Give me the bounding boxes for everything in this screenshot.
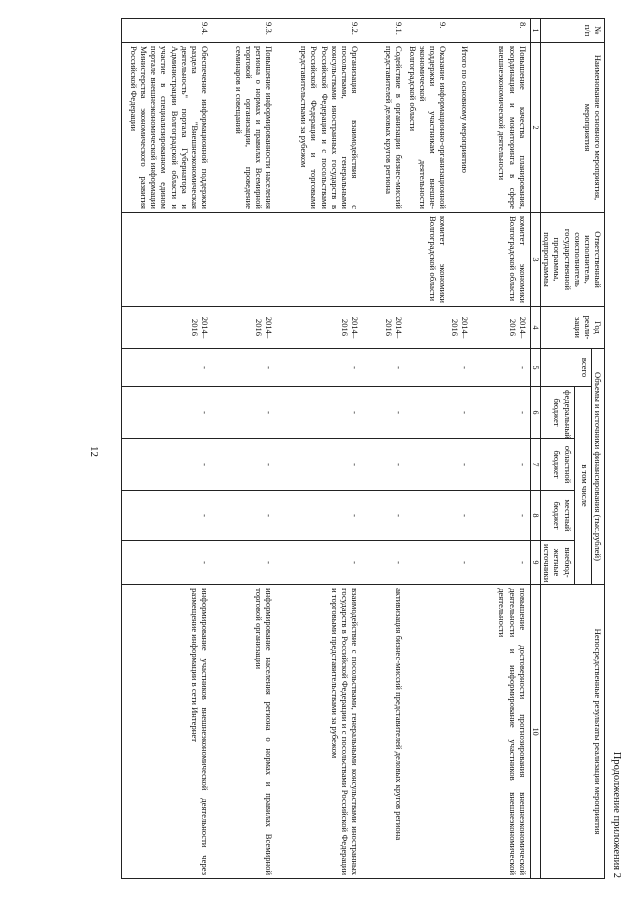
row-num [450,19,472,43]
row-num: 9. [406,19,450,43]
row-num: 9.3. [212,19,276,43]
column-number: 7 [530,439,540,491]
local: - [472,491,530,541]
activity-name: Обеспечение информационной поддержки раздела "Внешнеэкономическая деятельность" портала Губернатора и Администрации Волгоградской области и участие в специализированном едином портале внешнеэкономической информации Министерства экономического развития Российской Федерации [122,43,212,213]
header-extra: внебюд-жетные источники [541,541,574,585]
result: взаимодействие с посольствами, генеральными консульствами иностранных государств в Российской Федерации и с посольствами Российской Федерации и торговыми представительствами за рубежом [276,585,362,879]
total: - [450,349,472,387]
total [406,349,450,387]
page-number: 12 [88,446,100,457]
local: - [212,491,276,541]
column-number: 2 [530,43,540,213]
federal: - [472,387,530,439]
extra [406,541,450,585]
header-num: № п/п [541,19,605,43]
column-number: 9 [530,541,540,585]
row-num: 8. [472,19,530,43]
regional: - [276,439,362,491]
extra: - [362,541,406,585]
total: - [472,349,530,387]
total: - [276,349,362,387]
column-number-row [530,19,540,879]
activity-name: Повышение информированности населения региона о нормах и правилах Всемирной торговой организации, проведение семинаров и совещаний [212,43,276,213]
federal: - [450,387,472,439]
regional: - [212,439,276,491]
header-executor: Ответственный исполнитель, соисполнитель государственной программы, подпрограммы [541,213,605,307]
local: - [362,491,406,541]
row-num: 9.4. [122,19,212,43]
header-federal: федеральный бюджет [541,387,574,439]
total: - [122,349,212,387]
executor [122,213,212,307]
local: - [450,491,472,541]
executor: комитет экономики Волгоградской области [406,213,450,307]
years: 2014–2016 [122,307,212,349]
extra: - [472,541,530,585]
local: - [276,491,362,541]
column-number: 6 [530,387,540,439]
activity-name: Организация взаимодействия с посольствами, генеральными консульствами иностранных государств в Российской Федерации и с посольствами Российской Федерации и торговыми представительствами за рубежом [276,43,362,213]
federal: - [362,387,406,439]
column-number: 4 [530,307,540,349]
header-incl: в том числе [574,387,591,585]
executor: комитет экономики Волгоградской области [472,213,530,307]
table-row [472,19,530,879]
total: - [362,349,406,387]
executor [362,213,406,307]
activity-name: Содействие в организации бизнес-миссий представителей деловых кругов региона [362,43,406,213]
regional: - [450,439,472,491]
column-number: 10 [530,585,540,879]
table-row [406,19,450,879]
column-number: 1 [530,19,540,43]
extra: - [122,541,212,585]
table-row [212,19,276,879]
regional [406,439,450,491]
regional: - [472,439,530,491]
column-number: 5 [530,349,540,387]
header-regional: областной бюджет [541,439,574,491]
federal [406,387,450,439]
extra: - [212,541,276,585]
federal: - [276,387,362,439]
table-row [362,19,406,879]
local [406,491,450,541]
activity-name: Оказание информационно-организационной поддержки участникам внешне-экономической деятельности Волгоградской области [406,43,450,213]
row-num: 9.1. [362,19,406,43]
result: информирование участников внешнеэкономической деятельности через размещение информации в сети Интернет [122,585,212,879]
federal: - [212,387,276,439]
years: 2014–2016 [276,307,362,349]
years [406,307,450,349]
years: 2014–2016 [362,307,406,349]
header-results: Непосредственные результаты реализации мероприятия [541,585,605,879]
result: информирование населения региона о нормах и правилах Всемирной торговой организации [212,585,276,879]
column-number: 8 [530,491,540,541]
years: 2014–2016 [472,307,530,349]
years: 2014–2016 [450,307,472,349]
header-years: Год реали-зации [541,307,605,349]
result: активизация бизнес-миссий представителей деловых кругов региона [362,585,406,879]
activity-name: Повышение качества планирования, координации и мониторинга в сфере внешнеэкономической деятельности [472,43,530,213]
appendix-caption: Продолжение приложения 2 [611,751,622,878]
row-num: 9.2. [276,19,362,43]
local: - [122,491,212,541]
regional: - [362,439,406,491]
header-total: всего [541,349,592,387]
total: - [212,349,276,387]
federal: - [122,387,212,439]
column-number: 3 [530,213,540,307]
extra: - [276,541,362,585]
result [406,585,450,879]
result [450,585,472,879]
table-header [541,19,605,879]
executor [276,213,362,307]
executor [212,213,276,307]
activity-name: Итого по основному мероприятию [450,43,472,213]
table-row [276,19,362,879]
rotated-page-content [128,18,622,878]
result: повышение достоверности прогнозирования внешнеэкономической деятельности и информирование участников внешнеэкономической деятельности [472,585,530,879]
executor [450,213,472,307]
table-row [450,19,472,879]
extra: - [450,541,472,585]
regional: - [122,439,212,491]
header-funding: Объемы и источники финансирования (тыс.рублей) [591,349,604,585]
header-local: местный бюджет [541,491,574,541]
header-name: Наименование основного мероприятия, мероприятия [541,43,605,213]
table-row [122,19,212,879]
program-activities-table [121,18,605,879]
years: 2014–2016 [212,307,276,349]
